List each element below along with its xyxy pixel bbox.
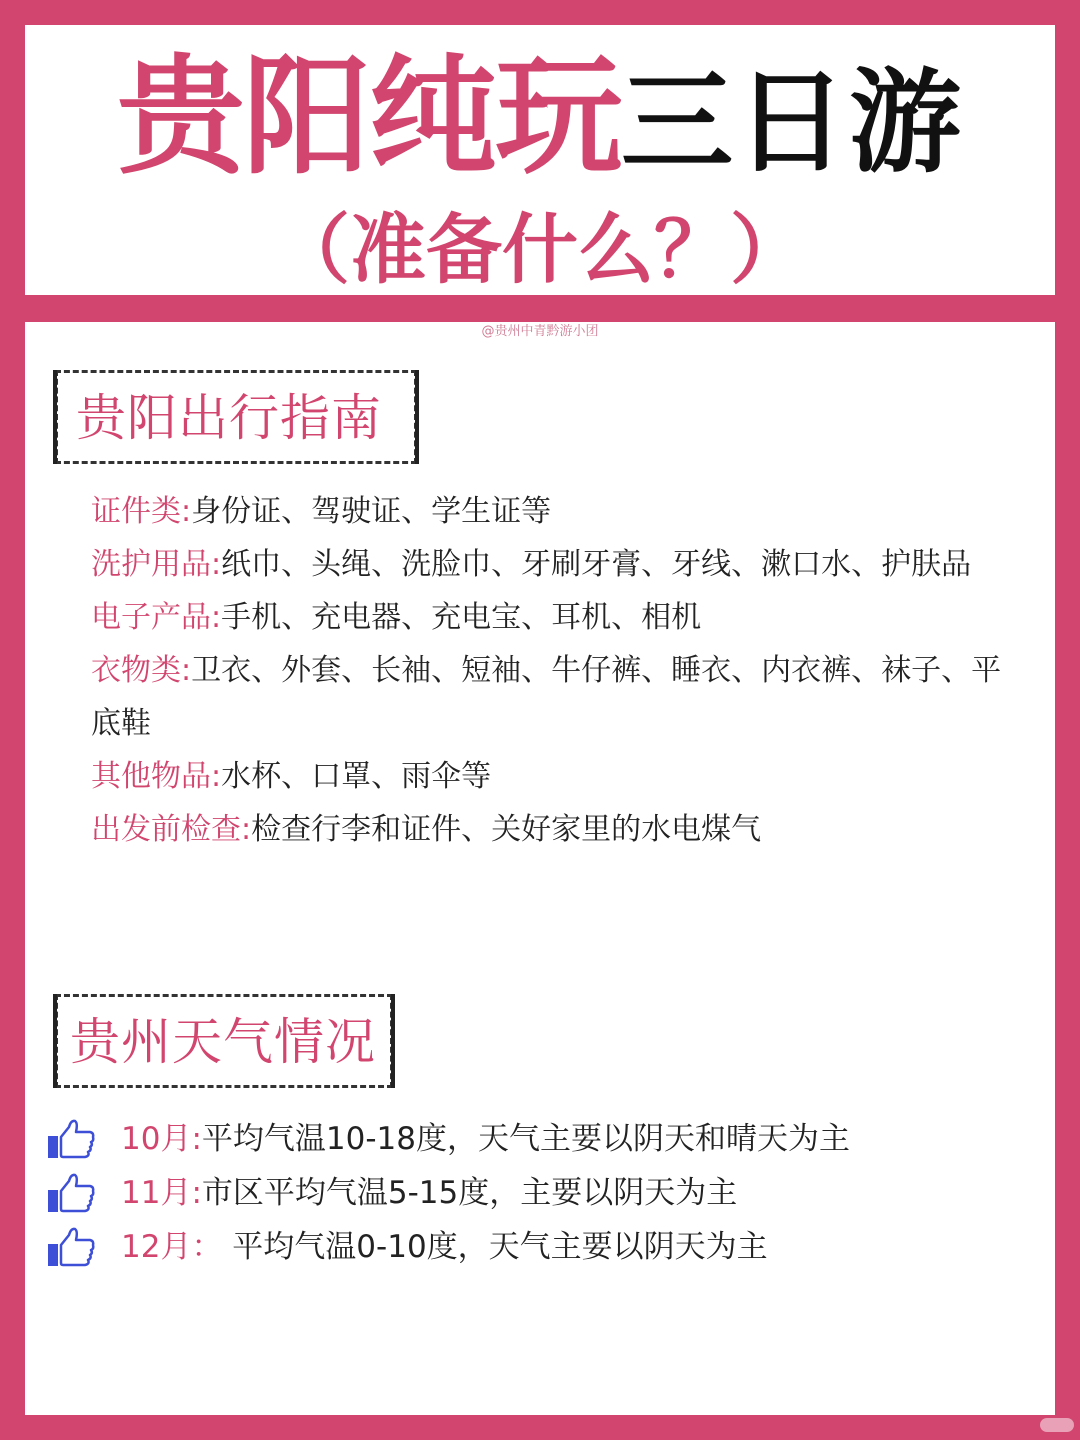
weather-row bbox=[47, 1166, 1037, 1220]
watermark: @贵州中青黔游小团 bbox=[481, 324, 599, 339]
corner-badge bbox=[1040, 1418, 1074, 1432]
weather-desc: 市区平均气温5-15度，主要以阴天为主 bbox=[201, 1175, 738, 1211]
item-text: 手机、充电器、充电宝、耳机、相机 bbox=[221, 600, 702, 635]
list-item bbox=[91, 591, 1031, 644]
item-label: 出发前检查: bbox=[91, 812, 252, 847]
list-item bbox=[91, 538, 1031, 591]
weather-text bbox=[121, 1220, 768, 1274]
weather-row bbox=[47, 1220, 1037, 1274]
item-text: 身份证、驾驶证、学生证等 bbox=[191, 494, 552, 529]
header-banner bbox=[25, 25, 1055, 295]
weather-heading-box bbox=[55, 994, 393, 1088]
list-item bbox=[91, 803, 1031, 856]
item-label: 衣物类: bbox=[91, 653, 192, 688]
content-panel bbox=[25, 322, 1055, 1415]
weather-desc: 平均气温0-10度，天气主要以阴天为主 bbox=[222, 1229, 768, 1265]
thumbs-up-icon bbox=[47, 1226, 95, 1268]
item-text: 水杯、口罩、雨伞等 bbox=[221, 759, 492, 794]
weather-list bbox=[47, 1112, 1037, 1274]
item-label: 洗护用品: bbox=[91, 547, 222, 582]
thumbs-up-icon bbox=[47, 1172, 95, 1214]
weather-text bbox=[121, 1166, 737, 1220]
weather-text bbox=[121, 1112, 850, 1166]
item-label: 电子产品: bbox=[91, 600, 222, 635]
guide-heading: 贵阳出行指南 bbox=[76, 389, 382, 447]
month-label: 10月: bbox=[121, 1121, 202, 1157]
weather-desc: 平均气温10-18度，天气主要以阴天和晴天为主 bbox=[201, 1121, 850, 1157]
thumbs-up-icon bbox=[47, 1118, 95, 1160]
title-highlight: 贵阳纯玩 bbox=[116, 43, 621, 192]
guide-heading-box bbox=[55, 370, 417, 464]
item-text: 检查行李和证件、关好家里的水电煤气 bbox=[251, 812, 762, 847]
item-text: 卫衣、外套、长袖、短袖、牛仔裤、睡衣、内衣裤、袜子、平底鞋 bbox=[91, 653, 1002, 741]
list-item bbox=[91, 485, 1031, 538]
weather-heading: 贵州天气情况 bbox=[70, 1013, 376, 1071]
weather-row bbox=[47, 1112, 1037, 1166]
item-label: 证件类: bbox=[91, 494, 192, 529]
item-label: 其他物品: bbox=[91, 759, 222, 794]
title-suffix: 三日游 bbox=[621, 58, 963, 188]
month-label: 12月： bbox=[121, 1229, 223, 1265]
list-item bbox=[91, 644, 1031, 750]
list-item bbox=[91, 750, 1031, 803]
item-text: 纸巾、头绳、洗脸巾、牙刷牙膏、牙线、漱口水、护肤品 bbox=[221, 547, 972, 582]
page-subtitle: （准备什么？） bbox=[274, 205, 806, 294]
packing-list bbox=[91, 485, 1031, 856]
month-label: 11月: bbox=[121, 1175, 202, 1211]
